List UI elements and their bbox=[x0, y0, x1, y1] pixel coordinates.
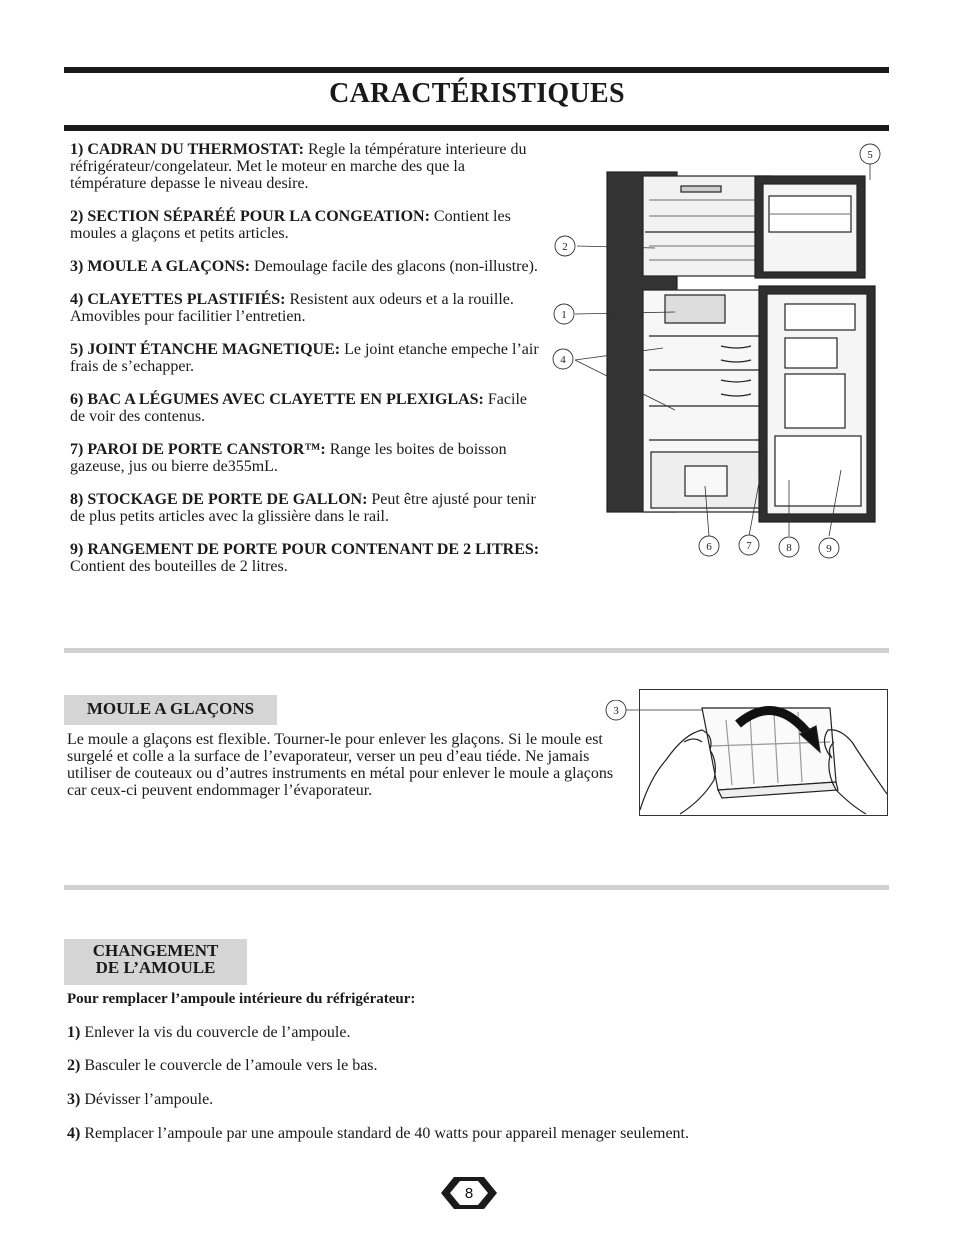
feature-item bbox=[70, 258, 540, 275]
hands-twisting-tray-image bbox=[640, 690, 887, 815]
feature-text: Resistent aux odeurs et a la rouille. Amovibles pour facilitier l’entretien. bbox=[70, 291, 514, 325]
page-title: CARACTÉRISTIQUES bbox=[329, 78, 625, 109]
callout-number: 1 bbox=[561, 309, 567, 321]
feature-text: Regle la témpérature interieure du réfrigérateur/congelateur. Met le moteur en marche des que la témpérature depasse le niveau desire. bbox=[70, 141, 527, 192]
feature-text: Demoulage facile des glacons (non-illustre). bbox=[250, 258, 538, 275]
callout-7 bbox=[739, 535, 759, 555]
feature-label: 3) MOULE A GLAÇONS: bbox=[70, 258, 251, 275]
callout-9 bbox=[819, 538, 839, 558]
feature-item bbox=[70, 208, 540, 242]
feature-text: Le joint etanche empeche l’air frais de s’echapper. bbox=[70, 341, 539, 375]
page-number: 8 bbox=[464, 1185, 474, 1202]
step-text: Remplacer l’ampoule par une ampoule standard de 40 watts pour appareil menager seulement. bbox=[80, 1125, 689, 1142]
section-divider bbox=[64, 885, 889, 890]
step-number: 4) bbox=[67, 1125, 81, 1142]
step-text: Basculer le couvercle de l’amoule vers le bas. bbox=[80, 1057, 378, 1074]
feature-item bbox=[70, 141, 540, 192]
feature-text: Facile de voir des contenus. bbox=[70, 391, 527, 425]
bulb-step bbox=[67, 1125, 689, 1143]
callout-5 bbox=[860, 144, 880, 164]
bulb-intro: Pour remplacer l’ampoule intérieure du réfrigérateur: bbox=[67, 991, 416, 1007]
callout-number: 3 bbox=[613, 705, 619, 717]
feature-text: Peut être ajusté pour tenir de plus petits articles avec la glissière dans le rail. bbox=[70, 491, 536, 525]
section-divider bbox=[64, 648, 889, 653]
callout-2 bbox=[555, 236, 575, 256]
bulb-step bbox=[67, 1024, 350, 1042]
step-number: 3) bbox=[67, 1091, 81, 1108]
feature-label: 1) CADRAN DU THERMOSTAT: bbox=[70, 141, 304, 158]
refrigerator-illustration bbox=[545, 140, 885, 565]
ice-tray-illustration bbox=[639, 689, 888, 816]
feature-item bbox=[70, 491, 540, 525]
page-number-badge bbox=[440, 1175, 498, 1211]
feature-item bbox=[70, 391, 540, 425]
feature-list bbox=[70, 141, 540, 591]
callout-1 bbox=[554, 304, 574, 324]
step-text: Dévisser l’ampoule. bbox=[80, 1091, 214, 1108]
callout-number: 9 bbox=[826, 543, 832, 555]
feature-item bbox=[70, 441, 540, 475]
bulb-step bbox=[67, 1091, 213, 1109]
bulb-step bbox=[67, 1057, 378, 1075]
feature-label: 5) JOINT ÉTANCHE MAGNETIQUE: bbox=[70, 341, 341, 358]
feature-label: 8) STOCKAGE DE PORTE DE GALLON: bbox=[70, 491, 368, 508]
title-underline-rule bbox=[64, 125, 889, 131]
step-text: Enlever la vis du couvercle de l’ampoule. bbox=[80, 1024, 351, 1041]
bulb-heading-line2: DE L’AMOULE bbox=[95, 958, 216, 977]
feature-text: Contient les moules a glaçons et petits articles. bbox=[70, 208, 511, 242]
ice-tray-heading-text: MOULE A GLAÇONS bbox=[86, 699, 255, 718]
callout-4 bbox=[553, 349, 573, 369]
feature-text: Range les boites de boisson gazeuse, jus ou bierre de355mL. bbox=[70, 441, 507, 475]
feature-label: 7) PAROI DE PORTE CANSTOR™: bbox=[70, 441, 326, 458]
feature-label: 6) BAC A LÉGUMES AVEC CLAYETTE EN PLEXIGLAS: bbox=[70, 391, 484, 408]
ice-tray-text: Le moule a glaçons est flexible. Tourner-le pour enlever les glaçons. Si le moule est surgelé et colle a la surface de l’evaporateur, verser un peu d’eau tiéde. Ne jamais utiliser de couteaux ou d’autres instruments en métal pour enlever le moule a glaçons car ceux-ci peuvent endommager l’évaporateur. bbox=[67, 731, 614, 799]
callout-number: 8 bbox=[786, 542, 792, 554]
feature-item bbox=[70, 541, 540, 575]
callout-8 bbox=[779, 537, 799, 557]
feature-label: 4) CLAYETTES PLASTIFIÉS: bbox=[70, 291, 286, 308]
callout-number: 6 bbox=[706, 541, 712, 553]
callout-number: 4 bbox=[560, 354, 566, 366]
step-number: 1) bbox=[67, 1024, 81, 1041]
feature-label: 2) SECTION SÉPARÉÉ POUR LA CONGEATION: bbox=[70, 208, 430, 225]
callout-number: 5 bbox=[867, 149, 873, 161]
ice-tray-heading bbox=[64, 695, 277, 725]
feature-text: Contient des bouteilles de 2 litres. bbox=[70, 558, 288, 575]
top-rule bbox=[64, 67, 889, 73]
callout-number: 7 bbox=[746, 540, 752, 552]
step-number: 2) bbox=[67, 1057, 81, 1074]
bulb-change-heading bbox=[64, 939, 247, 985]
feature-label: 9) RANGEMENT DE PORTE POUR CONTENANT DE 2 LITRES: bbox=[70, 541, 540, 558]
feature-item bbox=[70, 291, 540, 325]
feature-item bbox=[70, 341, 540, 375]
callout-6 bbox=[699, 536, 719, 556]
bulb-heading-line1: CHANGEMENT bbox=[92, 941, 219, 960]
callout-number: 2 bbox=[562, 241, 568, 253]
